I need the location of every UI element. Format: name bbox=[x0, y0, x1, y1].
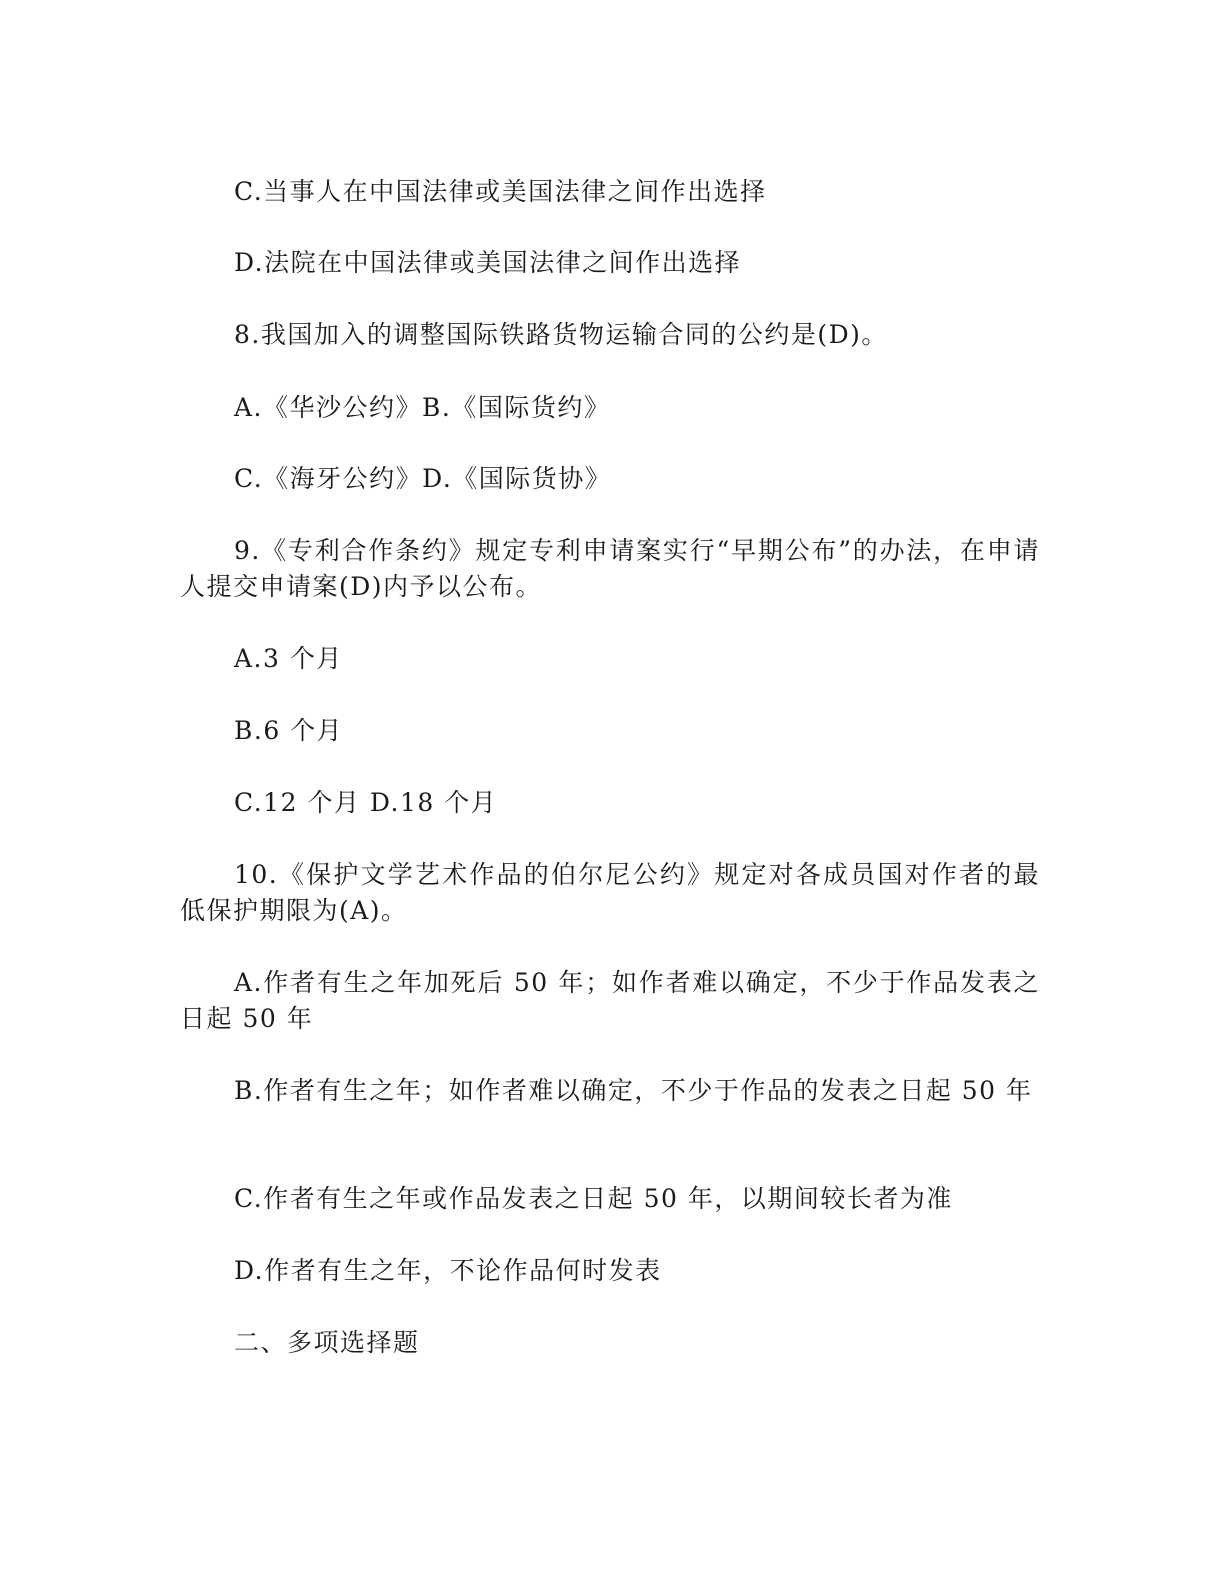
q10-option-a: A.作者有生之年加死后 50 年；如作者难以确定，不少于作品发表之日起 50 年 bbox=[180, 968, 1040, 1033]
q7-option-d: D.法院在中国法律或美国法律之间作出选择 bbox=[234, 248, 742, 277]
q8-question: 8.我国加入的调整国际铁路货物运输合同的公约是(D)。 bbox=[234, 320, 888, 349]
q8-options-cd: C.《海牙公约》D.《国际货协》 bbox=[234, 464, 612, 493]
q8-options-ab: A.《华沙公约》B.《国际货约》 bbox=[234, 393, 611, 422]
q10-option-d: D.作者有生之年，不论作品何时发表 bbox=[234, 1256, 662, 1285]
q10-option-b: B.作者有生之年；如作者难以确定，不少于作品的发表之日起 50 年 bbox=[234, 1076, 1033, 1105]
q9-option-a: A.3 个月 bbox=[234, 644, 343, 673]
q10-question: 10.《保护文学艺术作品的伯尔尼公约》规定对各成员国对作者的最低保护期限为(A)。 bbox=[180, 860, 1040, 925]
q7-option-c: C.当事人在中国法律或美国法律之间作出选择 bbox=[234, 177, 767, 206]
section-heading: 二、多项选择题 bbox=[234, 1328, 420, 1357]
q9-options-cd: C.12 个月 D.18 个月 bbox=[234, 788, 498, 817]
q9-option-b: B.6 个月 bbox=[234, 716, 344, 745]
q9-question: 9.《专利合作条约》规定专利申请案实行“早期公布”的办法，在申请人提交申请案(D)内予以公布。 bbox=[180, 536, 1040, 601]
q10-option-c: C.作者有生之年或作品发表之日起 50 年，以期间较长者为准 bbox=[234, 1184, 953, 1213]
